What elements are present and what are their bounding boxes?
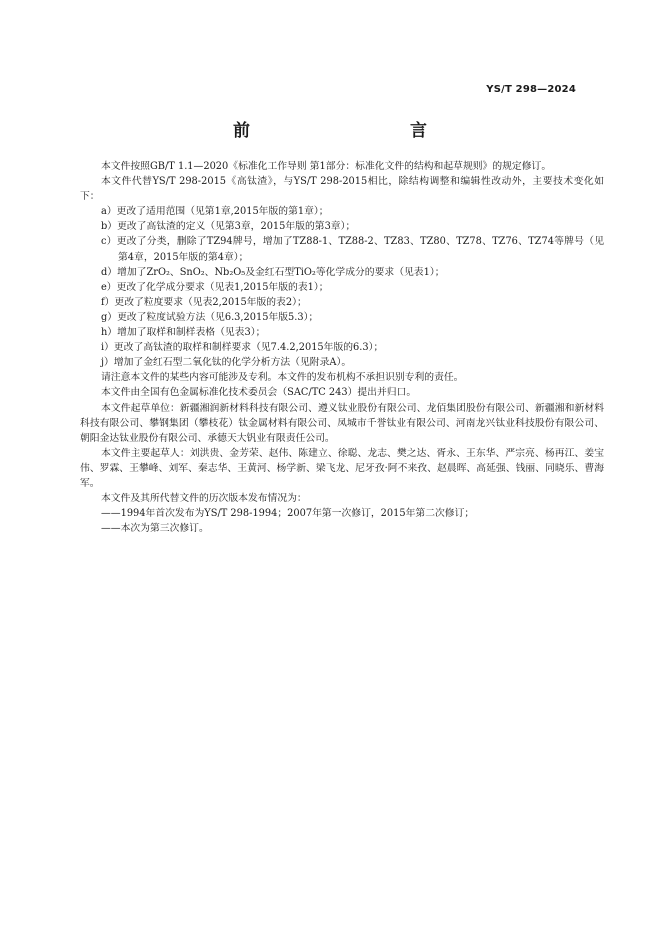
document-code: YS/T 298—2024 <box>486 84 576 95</box>
history-item: ——本次为第三次修订。 <box>101 523 209 535</box>
intro-paragraph: 本文件代替YS/T 298-2015《高钛渣》，与YS/T 298-2015相比，除结构调整和编辑性改动外，主要技术变化如下： <box>80 176 604 203</box>
change-item: e）更改了化学成分要求（见表1,2015年版的表1）； <box>101 281 329 293</box>
history-item: ——1994年首次发布为YS/T 298-1994；2007年第一次修订，2015年第二次修订； <box>101 508 475 520</box>
change-item: d）增加了ZrO₂、SnO₂、Nb₂O₅及金红石型TiO₂等化学成分的要求（见表1）； <box>101 266 445 278</box>
change-item: b）更改了高钛渣的定义（见第3章，2015年版的第3章）； <box>101 221 356 233</box>
foreword-body <box>80 159 604 536</box>
history-intro: 本文件及其所代替文件的历次版本发布情况为： <box>101 493 307 505</box>
intro-paragraph: 本文件按照GB/T 1.1—2020《标准化工作导则 第1部分：标准化文件的结构和起草规则》的规定修订。 <box>101 161 552 172</box>
change-item: i）更改了高钛渣的取样和制样要求（见7.4.2,2015年版的6.3）； <box>101 342 384 354</box>
change-item: a）更改了适用范围（见第1章,2015年版的第1章）； <box>101 206 329 218</box>
change-item: f）更改了粒度要求（见表2,2015年版的表2）； <box>101 296 307 308</box>
page-title: 前 言 <box>233 121 469 141</box>
patent-notice: 请注意本文件的某些内容可能涉及专利。本文件的发布机构不承担识别专利的责任。 <box>101 372 464 384</box>
change-item: c）更改了分类，删除了TZ94牌号，增加了TZ88-1、TZ88-2、TZ83、TZ80、TZ78、TZ76、TZ74等牌号（见第4章，2015年版的第4章）； <box>101 236 604 263</box>
drafters-paragraph: 本文件主要起草人：刘洪贵、金芳荣、赵伟、陈建立、徐聪、龙志、樊之达、胥永、王东华、严宗亮、杨再江、姜宝伟、罗霖、王攀峰、刘军、秦志华、王黄河、杨学新、梁飞龙、尼牙孜·阿不来孜、赵晨晖、高延强、钱丽、同晓乐、曹海军。 <box>80 447 604 489</box>
change-item: h）增加了取样和制样表格（见表3）； <box>101 327 266 339</box>
committee-paragraph: 本文件由全国有色金属标准化技术委员会（SAC/TC 243）提出并归口。 <box>101 387 417 399</box>
drafting-units-paragraph: 本文件起草单位：新疆湘润新材料科技有限公司、遵义钛业股份有限公司、龙佰集团股份有限公司、新疆湘和新材料科技有限公司、攀钢集团（攀枝花）钛金属材料有限公司、凤城市千誉钛业有限公司、河南龙兴钛业科技股份有限公司、朝阳金达钛业股份有限公司、承德天大钒业有限责任公司。 <box>80 402 604 444</box>
change-item: g）更改了粒度试验方法（见6.3,2015年版5.3）； <box>101 311 319 323</box>
change-item: j）增加了金红石型二氧化钛的化学分析方法（见附录A）。 <box>101 357 352 369</box>
